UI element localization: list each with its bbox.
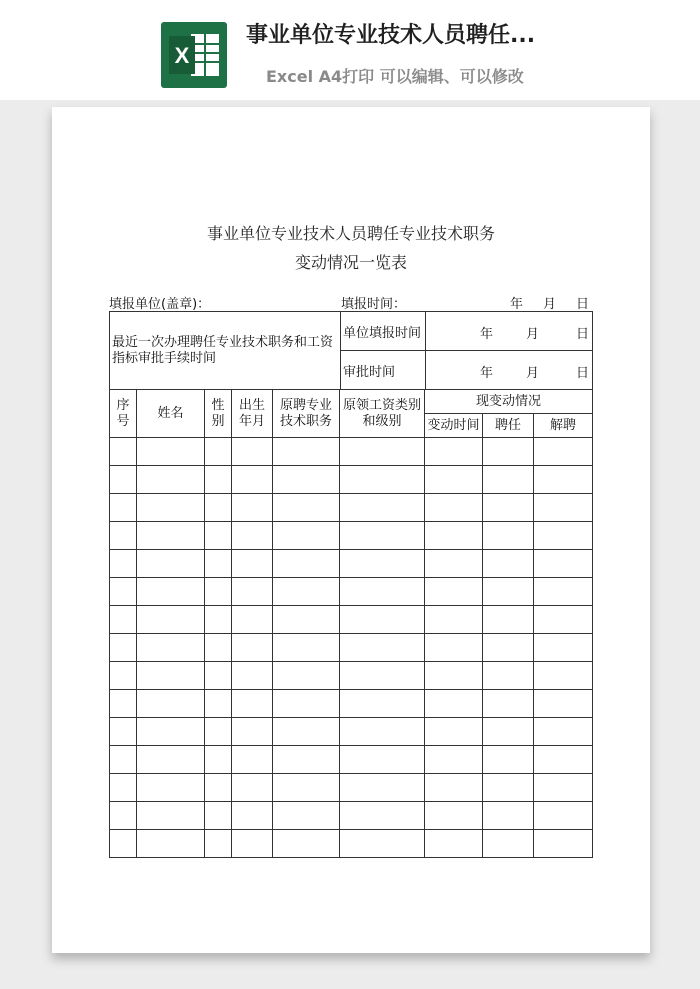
table-cell[interactable]	[273, 466, 340, 494]
table-cell[interactable]	[340, 802, 425, 830]
col-orig-wage	[340, 390, 425, 438]
table-cell[interactable]	[425, 494, 483, 522]
col-orig-post	[273, 390, 340, 438]
sheet-preview	[52, 107, 650, 953]
table-cell[interactable]	[232, 662, 273, 690]
table-cell[interactable]	[483, 774, 534, 802]
table-cell[interactable]	[137, 690, 205, 718]
table-cell[interactable]	[110, 606, 137, 634]
table-cell[interactable]	[534, 606, 593, 634]
table-row	[110, 438, 593, 466]
table-cell[interactable]	[273, 522, 340, 550]
table-cell[interactable]	[483, 438, 534, 466]
col-orig-wage-line1: 原领工资类别	[342, 397, 421, 413]
table-cell[interactable]	[483, 802, 534, 830]
table-cell[interactable]	[425, 718, 483, 746]
table-row	[110, 662, 593, 690]
table-cell[interactable]	[232, 550, 273, 578]
table-cell[interactable]	[232, 466, 273, 494]
table-cell[interactable]	[110, 466, 137, 494]
excel-icon	[161, 22, 227, 88]
table-cell[interactable]	[483, 550, 534, 578]
col-orig-wage-line2: 和级别	[362, 413, 402, 429]
table-cell[interactable]	[273, 830, 340, 858]
table-cell[interactable]	[425, 578, 483, 606]
col-current-change: 现变动情况	[425, 390, 593, 414]
table-cell[interactable]	[273, 774, 340, 802]
table-cell[interactable]	[425, 662, 483, 690]
table-cell[interactable]	[425, 774, 483, 802]
table-cell[interactable]	[534, 746, 593, 774]
table-cell[interactable]	[205, 746, 232, 774]
table-cell[interactable]	[340, 438, 425, 466]
approval-info-table	[109, 311, 593, 390]
table-cell[interactable]	[232, 718, 273, 746]
table-cell[interactable]	[483, 690, 534, 718]
unit-fill-month: 月	[526, 327, 540, 342]
approval-time-label: 审批时间	[341, 351, 426, 390]
table-cell[interactable]	[205, 466, 232, 494]
sheet-title-line1: 事业单位专业技术人员聘任专业技术职务	[206, 224, 495, 243]
table-row	[110, 634, 593, 662]
table-cell[interactable]	[110, 578, 137, 606]
table-cell[interactable]	[340, 634, 425, 662]
table-cell[interactable]	[534, 830, 593, 858]
table-cell[interactable]	[110, 662, 137, 690]
approval-month: 月	[526, 366, 540, 381]
table-cell[interactable]	[137, 522, 205, 550]
col-name: 姓名	[137, 390, 205, 438]
table-cell[interactable]	[425, 438, 483, 466]
table-cell[interactable]	[205, 802, 232, 830]
table-cell[interactable]	[137, 494, 205, 522]
table-cell[interactable]	[425, 746, 483, 774]
table-cell[interactable]	[137, 550, 205, 578]
table-cell[interactable]	[273, 606, 340, 634]
table-cell[interactable]	[273, 578, 340, 606]
col-gender-line2: 别	[211, 413, 225, 429]
table-cell[interactable]	[534, 774, 593, 802]
table-cell[interactable]	[483, 466, 534, 494]
table-cell[interactable]	[205, 634, 232, 662]
table-cell[interactable]	[110, 690, 137, 718]
table-cell[interactable]	[273, 802, 340, 830]
table-cell[interactable]	[340, 550, 425, 578]
unit-fill-time-label: 单位填报时间	[341, 312, 426, 351]
table-cell[interactable]	[137, 466, 205, 494]
last-process-label-line1: 最近一次办理聘任专业技术职务和工资	[112, 334, 334, 350]
document-subtitle: Excel A4打印 可以编辑、可以修改	[266, 67, 524, 86]
table-cell[interactable]	[232, 522, 273, 550]
table-cell[interactable]	[110, 494, 137, 522]
col-seq-line1: 序	[116, 397, 130, 413]
table-cell[interactable]	[110, 718, 137, 746]
table-cell[interactable]	[425, 522, 483, 550]
table-cell[interactable]	[232, 830, 273, 858]
table-cell[interactable]	[137, 634, 205, 662]
col-gender	[205, 390, 232, 438]
col-gender-line1: 性	[211, 397, 225, 413]
table-cell[interactable]	[340, 718, 425, 746]
col-change-time: 变动时间	[425, 414, 483, 438]
table-cell[interactable]	[137, 438, 205, 466]
table-cell[interactable]	[425, 802, 483, 830]
table-cell[interactable]	[425, 466, 483, 494]
approval-date-cell[interactable]	[426, 351, 593, 390]
table-cell[interactable]	[232, 578, 273, 606]
table-row	[110, 550, 593, 578]
table-cell[interactable]	[340, 830, 425, 858]
table-row	[110, 830, 593, 858]
table-cell[interactable]	[483, 718, 534, 746]
table-row	[110, 494, 593, 522]
col-dismiss: 解聘	[534, 414, 593, 438]
table-cell[interactable]	[340, 522, 425, 550]
table-cell[interactable]	[110, 634, 137, 662]
table-cell[interactable]	[205, 522, 232, 550]
table-cell[interactable]	[137, 718, 205, 746]
table-cell[interactable]	[534, 578, 593, 606]
last-process-label-line2: 指标审批手续时间	[112, 350, 217, 366]
table-cell[interactable]	[534, 690, 593, 718]
unit-fill-year: 年	[480, 327, 494, 342]
table-cell[interactable]	[110, 746, 137, 774]
table-cell[interactable]	[340, 662, 425, 690]
table-cell[interactable]	[425, 690, 483, 718]
unit-fill-day: 日	[576, 327, 590, 342]
table-cell[interactable]	[534, 522, 593, 550]
table-cell[interactable]	[110, 438, 137, 466]
table-cell[interactable]	[340, 746, 425, 774]
table-row	[110, 466, 593, 494]
table-row	[110, 718, 593, 746]
table-cell[interactable]	[232, 802, 273, 830]
table-cell[interactable]	[534, 662, 593, 690]
table-cell[interactable]	[205, 662, 232, 690]
table-cell[interactable]	[110, 830, 137, 858]
table-cell[interactable]	[232, 606, 273, 634]
table-cell[interactable]	[534, 494, 593, 522]
table-cell[interactable]	[205, 494, 232, 522]
table-cell[interactable]	[534, 718, 593, 746]
table-cell[interactable]	[205, 718, 232, 746]
header-month: 月	[543, 297, 557, 312]
col-birth-line2: 年月	[238, 413, 265, 429]
table-cell[interactable]	[534, 550, 593, 578]
table-cell[interactable]	[232, 438, 273, 466]
table-cell[interactable]	[205, 774, 232, 802]
table-cell[interactable]	[205, 578, 232, 606]
table-cell[interactable]	[205, 606, 232, 634]
table-cell[interactable]	[483, 606, 534, 634]
table-cell[interactable]	[534, 802, 593, 830]
col-orig-post-line1: 原聘专业	[279, 397, 332, 413]
table-cell[interactable]	[110, 522, 137, 550]
table-cell[interactable]	[273, 438, 340, 466]
table-cell[interactable]	[110, 550, 137, 578]
table-cell[interactable]	[340, 606, 425, 634]
table-cell[interactable]	[137, 746, 205, 774]
table-cell[interactable]	[273, 550, 340, 578]
table-cell[interactable]	[137, 662, 205, 690]
table-cell[interactable]	[232, 634, 273, 662]
col-seq	[110, 390, 137, 438]
excel-icon-letter: X	[174, 43, 190, 68]
approval-year: 年	[480, 366, 494, 381]
table-cell[interactable]	[137, 830, 205, 858]
table-cell[interactable]	[232, 690, 273, 718]
col-appoint: 聘任	[483, 414, 534, 438]
table-cell[interactable]	[273, 634, 340, 662]
table-cell[interactable]	[483, 494, 534, 522]
preview-header	[0, 0, 700, 100]
table-cell[interactable]	[232, 746, 273, 774]
table-cell[interactable]	[137, 802, 205, 830]
table-cell[interactable]	[483, 830, 534, 858]
table-cell[interactable]	[340, 578, 425, 606]
col-orig-post-line2: 技术职务	[279, 413, 332, 429]
table-cell[interactable]	[273, 494, 340, 522]
table-cell[interactable]	[205, 830, 232, 858]
table-cell[interactable]	[340, 494, 425, 522]
table-cell[interactable]	[110, 774, 137, 802]
table-cell[interactable]	[110, 802, 137, 830]
unit-fill-date-cell[interactable]	[426, 312, 593, 351]
table-cell[interactable]	[273, 746, 340, 774]
table-cell[interactable]	[273, 690, 340, 718]
table-cell[interactable]	[205, 550, 232, 578]
unit-label: 填报单位(盖章)：	[109, 297, 211, 312]
sheet-title-line2: 变动情况一览表	[294, 253, 407, 272]
table-cell[interactable]	[483, 634, 534, 662]
table-row	[110, 802, 593, 830]
header-day: 日	[576, 297, 590, 312]
table-cell[interactable]	[340, 690, 425, 718]
table-cell[interactable]	[340, 774, 425, 802]
table-cell[interactable]	[534, 634, 593, 662]
header-year: 年	[510, 297, 524, 312]
table-cell[interactable]	[483, 522, 534, 550]
table-cell[interactable]	[273, 718, 340, 746]
col-seq-line2: 号	[116, 413, 130, 429]
change-table	[109, 389, 593, 858]
last-process-label	[110, 312, 341, 390]
table-cell[interactable]	[425, 550, 483, 578]
table-row	[110, 774, 593, 802]
table-cell[interactable]	[425, 634, 483, 662]
table-cell[interactable]	[340, 466, 425, 494]
table-row	[110, 578, 593, 606]
table-cell[interactable]	[232, 774, 273, 802]
table-cell[interactable]	[137, 578, 205, 606]
table-row	[110, 690, 593, 718]
table-cell[interactable]	[137, 774, 205, 802]
table-row	[110, 522, 593, 550]
document-title: 事业单位专业技术人员聘任...	[246, 23, 536, 48]
table-row	[110, 606, 593, 634]
table-cell[interactable]	[534, 466, 593, 494]
col-birth-line1: 出生	[238, 397, 265, 413]
table-cell[interactable]	[483, 746, 534, 774]
table-cell[interactable]	[205, 438, 232, 466]
table-cell[interactable]	[483, 578, 534, 606]
table-cell[interactable]	[534, 438, 593, 466]
table-row	[110, 746, 593, 774]
table-cell[interactable]	[273, 662, 340, 690]
approval-day: 日	[576, 366, 590, 381]
table-cell[interactable]	[205, 690, 232, 718]
table-cell[interactable]	[232, 494, 273, 522]
col-birth	[232, 390, 273, 438]
table-cell[interactable]	[483, 662, 534, 690]
table-cell[interactable]	[425, 606, 483, 634]
table-cell[interactable]	[425, 830, 483, 858]
time-label: 填报时间：	[341, 297, 407, 312]
table-cell[interactable]	[137, 606, 205, 634]
